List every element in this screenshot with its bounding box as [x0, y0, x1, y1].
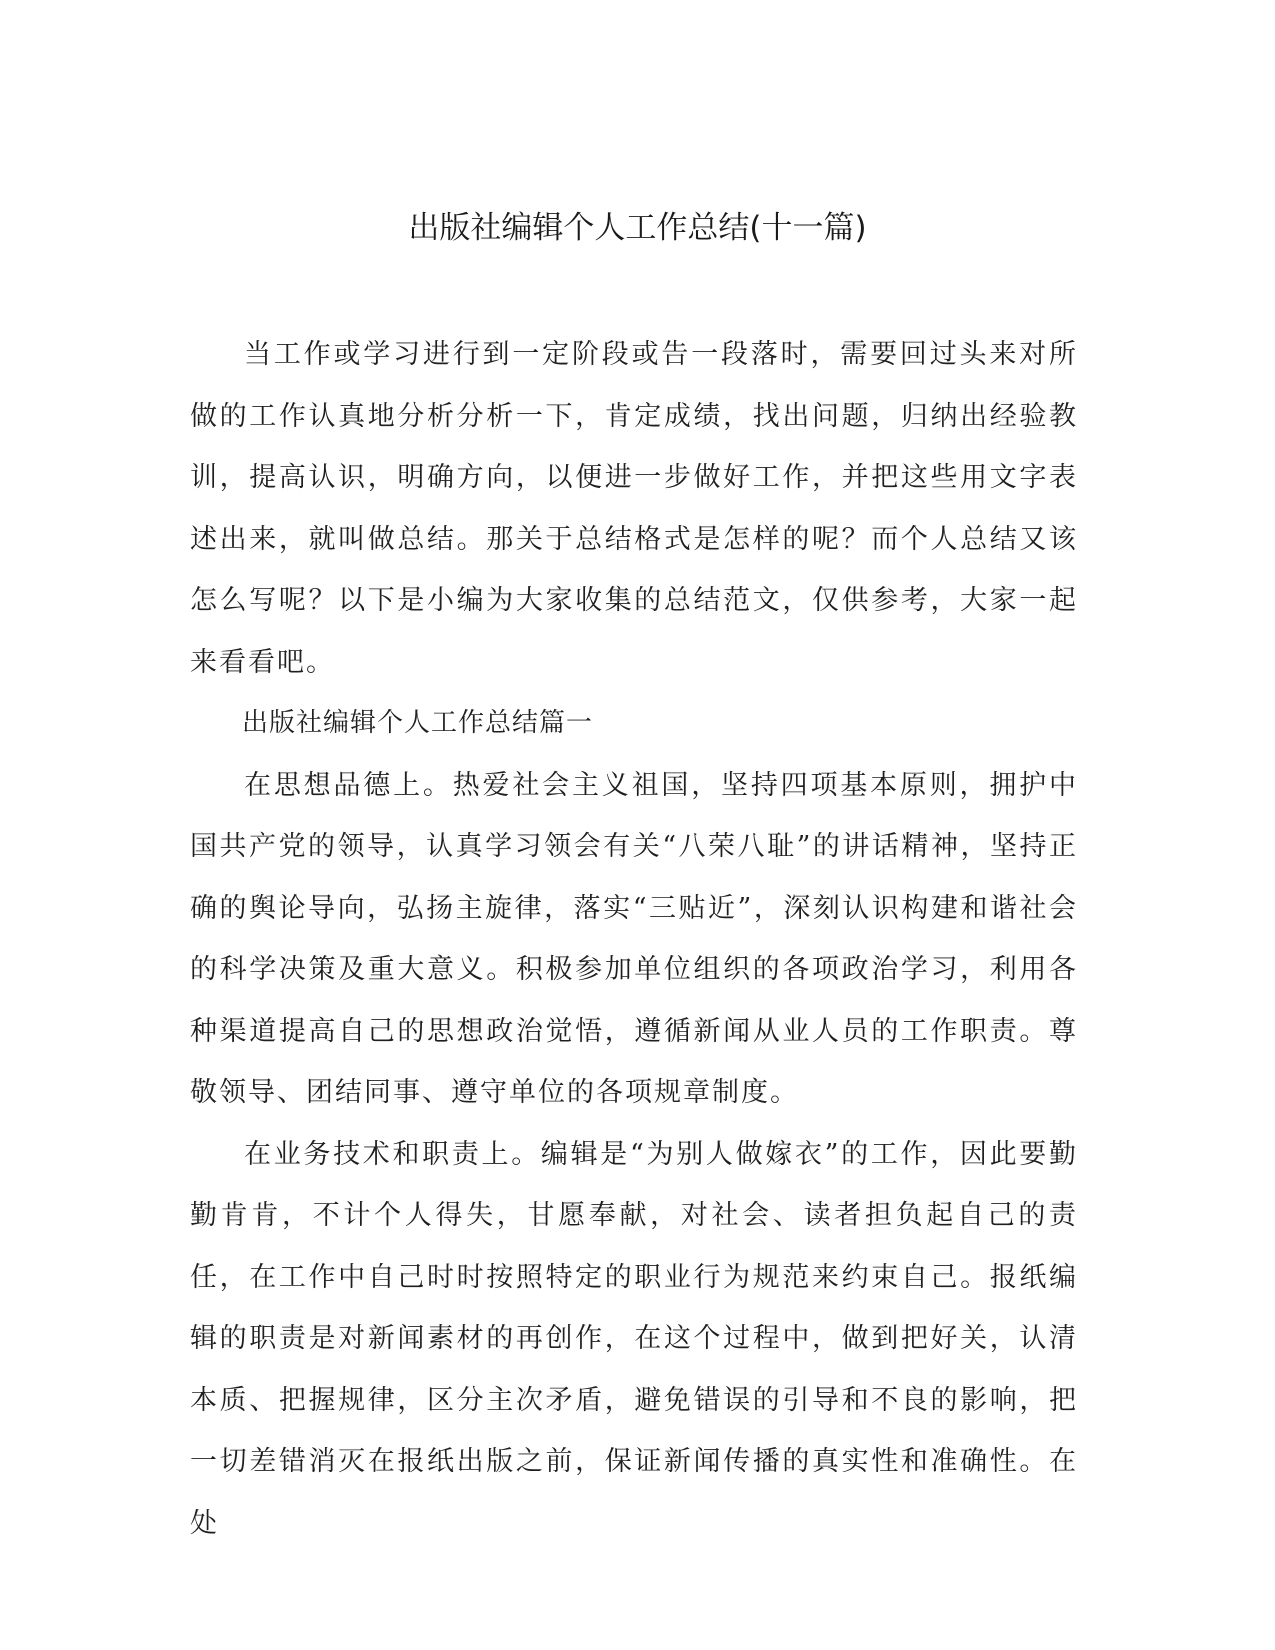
document-body [190, 324, 1078, 1554]
body-paragraph-1: 在思想品德上。热爱社会主义祖国，坚持四项基本原则，拥护中国共产党的领导，认真学习领会有关“八荣八耻”的讲话精神，坚持正确的舆论导向，弘扬主旋律，落实“三贴近”，深刻认识构建和谐社会的科学决策及重大意义。积极参加单位组织的各项政治学习，利用各种渠道提高自己的思想政治觉悟，遵循新闻从业人员的工作职责。尊敬领导、团结同事、遵守单位的各项规章制度。 [190, 769, 1078, 1108]
document-title: 出版社编辑个人工作总结(十一篇) [408, 210, 867, 246]
body-paragraph-2: 在业务技术和职责上。编辑是“为别人做嫁衣”的工作，因此要勤勤肯肯，不计个人得失，甘愿奉献，对社会、读者担负起自己的责任，在工作中自己时时按照特定的职业行为规范来约束自己。报纸编辑的职责是对新闻素材的再创作，在这个过程中，做到把好关，认清本质、把握规律，区分主次矛盾，避免错误的引导和不良的影响，把一切差错消灭在报纸出版之前，保证新闻传播的真实性和准确性。在处 [190, 1138, 1078, 1539]
intro-paragraph: 当工作或学习进行到一定阶段或告一段落时，需要回过头来对所做的工作认真地分析分析一下，肯定成绩，找出问题，归纳出经验教训，提高认识，明确方向，以便进一步做好工作，并把这些用文字表述出来，就叫做总结。那关于总结格式是怎样的呢？而个人总结又该怎么写呢？以下是小编为大家收集的总结范文，仅供参考，大家一起来看看吧。 [190, 339, 1078, 678]
section-heading: 出版社编辑个人工作总结篇一 [242, 708, 594, 738]
